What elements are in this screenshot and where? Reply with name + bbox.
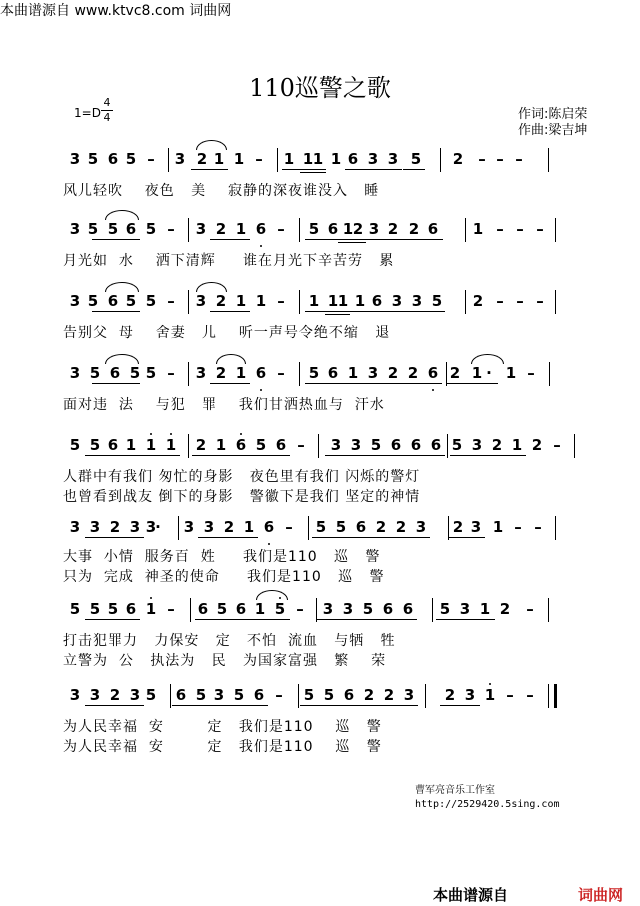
note: 5 <box>323 686 335 704</box>
beam-underline <box>450 455 526 456</box>
beam-underline <box>300 169 326 170</box>
note: 6 <box>175 686 187 704</box>
note: 5 <box>451 436 463 454</box>
note: 1 <box>505 364 517 382</box>
note: 6 <box>427 220 439 238</box>
note: – <box>297 436 305 454</box>
note: 1 <box>233 150 245 168</box>
note: 2 <box>375 518 387 536</box>
beam-underline <box>358 705 418 706</box>
beam-underline <box>378 619 417 620</box>
note: – <box>277 292 285 310</box>
note: – <box>516 292 524 310</box>
note: 2 <box>408 220 420 238</box>
lyric-line: 打击犯罪力 力保安 定 不怕 流血 与牺 牲 <box>63 633 396 649</box>
note: – <box>296 600 304 618</box>
beam-underline <box>325 314 350 315</box>
note: 2 <box>109 686 121 704</box>
note: 5 <box>145 686 157 704</box>
note: 3 <box>464 686 476 704</box>
high-octave-dot <box>240 433 242 435</box>
note: 5 <box>107 600 119 618</box>
note: 1 <box>165 436 177 454</box>
studio-url: http://2529420.5sing.com <box>415 799 560 810</box>
note: 1 <box>312 150 324 168</box>
barline <box>555 290 556 314</box>
note: 1 <box>472 220 484 238</box>
note: 3 <box>69 220 81 238</box>
note: – <box>496 150 504 168</box>
note: 1 <box>492 518 504 536</box>
note: 6 <box>255 364 267 382</box>
barline <box>188 434 189 458</box>
beam-underline <box>210 383 250 384</box>
note: 5 <box>362 600 374 618</box>
note: – <box>526 686 534 704</box>
lyric-line: 告别父 母 舍妻 儿 听一声号令绝不缩 退 <box>63 325 391 341</box>
note: 1 <box>215 436 227 454</box>
barline <box>170 684 171 708</box>
beam-underline <box>172 705 268 706</box>
note: 3 <box>459 600 471 618</box>
note: 6 <box>402 600 414 618</box>
note: 3 <box>330 436 342 454</box>
note: 6 <box>390 436 402 454</box>
note: – <box>167 364 175 382</box>
beam-underline <box>250 455 290 456</box>
note: – <box>167 292 175 310</box>
note: 1 <box>254 600 266 618</box>
beam-underline <box>350 311 445 312</box>
note: 6 <box>371 292 383 310</box>
beam-underline <box>385 455 445 456</box>
note: 3 <box>470 518 482 536</box>
note: 3 <box>367 150 379 168</box>
beam-underline <box>338 239 366 240</box>
note: 2 <box>499 600 511 618</box>
beam-underline <box>122 455 180 456</box>
note: 2 <box>215 364 227 382</box>
note: – <box>553 436 561 454</box>
note: 5 <box>335 518 347 536</box>
note: · <box>486 364 492 382</box>
note: 1 <box>235 364 247 382</box>
note: 3 <box>391 292 403 310</box>
composer-credit: 作曲:梁吉坤 <box>518 123 588 138</box>
beam-underline <box>338 242 366 243</box>
note: – <box>496 220 504 238</box>
lyric-line: 月光如 水 洒下清辉 谁在月光下辛苦劳 累 <box>63 253 395 269</box>
note: 1 <box>479 600 491 618</box>
note: – <box>277 220 285 238</box>
note: 6 <box>263 518 275 536</box>
note: 2 <box>215 220 227 238</box>
barline <box>574 434 575 458</box>
note: 6 <box>382 600 394 618</box>
note: 3 <box>471 436 483 454</box>
beam-underline <box>436 619 495 620</box>
beam-underline <box>325 455 385 456</box>
note: – <box>496 292 504 310</box>
note: 1 <box>347 364 359 382</box>
beam-underline <box>92 311 140 312</box>
note: – <box>536 292 544 310</box>
note: 5 <box>129 364 141 382</box>
note: 3 <box>69 686 81 704</box>
lyric-line: 也曾看到战友 倒下的身影 警徽下是我们 坚定的神情 <box>63 489 421 505</box>
note: 3 <box>129 686 141 704</box>
beam-underline <box>446 383 498 384</box>
note: – <box>516 220 524 238</box>
barline <box>299 290 300 314</box>
beam-underline <box>198 537 258 538</box>
time-signature-bottom: 4 <box>103 111 111 124</box>
note: 3 <box>195 292 207 310</box>
note: 5 <box>303 686 315 704</box>
note: · <box>155 518 161 536</box>
note: 5 <box>145 220 157 238</box>
beam-underline <box>345 169 402 170</box>
note: – <box>536 220 544 238</box>
barline <box>178 516 179 540</box>
note: 3 <box>89 518 101 536</box>
note: 1 <box>145 600 157 618</box>
note: 1 <box>327 292 339 310</box>
barline <box>277 148 278 172</box>
beam-underline <box>366 239 443 240</box>
note: – <box>277 364 285 382</box>
note: 2 <box>449 364 461 382</box>
note: 5 <box>308 364 320 382</box>
barline <box>299 362 300 386</box>
note: 6 <box>125 220 137 238</box>
note: 2 <box>352 220 364 238</box>
slur <box>196 140 227 150</box>
lyric-line: 为人民幸福 安 定 我们是110 巡 警 <box>63 719 382 735</box>
note: 3 <box>387 150 399 168</box>
barline <box>432 598 433 622</box>
barline <box>440 148 441 172</box>
note: 1 <box>283 150 295 168</box>
note: 6 <box>275 436 287 454</box>
beam-underline <box>390 537 430 538</box>
note: 3 <box>69 364 81 382</box>
lyric-line: 只为 完成 神圣的使命 我们是110 巡 警 <box>63 569 385 585</box>
note: 3 <box>69 150 81 168</box>
note: 1 <box>471 364 483 382</box>
beam-underline <box>325 311 350 312</box>
note: 3 <box>195 220 207 238</box>
note: 6 <box>197 600 209 618</box>
note: 5 <box>89 436 101 454</box>
note: 5 <box>195 686 207 704</box>
beam-underline <box>305 239 342 240</box>
note: 1 <box>308 292 320 310</box>
note: 3 <box>69 518 81 536</box>
note: 2 <box>215 292 227 310</box>
beam-underline <box>342 383 442 384</box>
note: 1 <box>511 436 523 454</box>
low-octave-dot <box>260 389 262 391</box>
high-octave-dot <box>489 683 491 685</box>
beam-underline <box>305 383 342 384</box>
lyric-line: 大事 小情 服务百 姓 我们是110 巡 警 <box>63 549 381 565</box>
note: 3 <box>411 292 423 310</box>
note: – <box>255 150 263 168</box>
note: 2 <box>452 518 464 536</box>
note: 6 <box>327 220 339 238</box>
song-title: 110巡警之歌 <box>249 74 391 102</box>
lyric-line: 面对违 法 与犯 罪 我们甘洒热血与 汗水 <box>63 397 385 413</box>
note: 6 <box>253 686 265 704</box>
lyric-line: 人群中有我们 匆忙的身影 夜色里有我们 闪烁的警灯 <box>63 469 421 485</box>
beam-underline <box>92 239 140 240</box>
beam-underline <box>403 169 425 170</box>
note: – <box>167 600 175 618</box>
low-octave-dot <box>260 245 262 247</box>
note: – <box>506 686 514 704</box>
lyric-line: 风儿轻吹 夜色 美 寂静的深夜谁没入 睡 <box>63 183 380 199</box>
barline <box>318 434 319 458</box>
note: 2 <box>491 436 503 454</box>
beam-underline <box>317 619 378 620</box>
note: 5 <box>87 150 99 168</box>
note: 3 <box>213 686 225 704</box>
note: 2 <box>223 518 235 536</box>
beam-underline <box>449 537 485 538</box>
note: 5 <box>89 364 101 382</box>
note: 2 <box>195 436 207 454</box>
note: – <box>285 518 293 536</box>
barline <box>308 516 309 540</box>
note: 5 <box>145 292 157 310</box>
beam-underline <box>92 383 140 384</box>
note: 5 <box>431 292 443 310</box>
note: – <box>527 364 535 382</box>
barline <box>555 218 556 242</box>
note: 5 <box>125 150 137 168</box>
lyric-line: 立警为 公 执法为 民 为国家富强 繁 荣 <box>63 653 387 669</box>
note: 5 <box>69 600 81 618</box>
note: 6 <box>327 364 339 382</box>
note: 3 <box>350 436 362 454</box>
note: 1 <box>302 150 314 168</box>
note: 5 <box>255 436 267 454</box>
note: 3 <box>129 518 141 536</box>
barline <box>188 218 189 242</box>
beam-underline <box>350 537 390 538</box>
beam-underline <box>210 311 250 312</box>
brand-text: 本曲谱源自 <box>433 886 509 904</box>
barline <box>555 516 556 540</box>
beam-underline <box>122 619 140 620</box>
low-octave-dot <box>432 389 434 391</box>
note: 1 <box>235 220 247 238</box>
low-octave-dot <box>268 543 270 545</box>
barline <box>425 684 426 708</box>
key-signature: 1=D <box>74 106 101 120</box>
note: 1 <box>330 150 342 168</box>
note: 5 <box>315 518 327 536</box>
barline <box>190 598 191 622</box>
note: 1 <box>354 292 366 310</box>
note: 1 <box>125 436 137 454</box>
watermark-text: 本曲谱源自 www.ktvc8.com 词曲网 <box>0 3 232 19</box>
note: 2 <box>387 364 399 382</box>
note: 2 <box>363 686 375 704</box>
note: 2 <box>383 686 395 704</box>
beam-underline <box>191 169 228 170</box>
note: 2 <box>407 364 419 382</box>
note: 3 <box>368 220 380 238</box>
note: 2 <box>387 220 399 238</box>
note: 6 <box>427 364 439 382</box>
beam-underline <box>305 311 325 312</box>
note: 6 <box>255 220 267 238</box>
note: 6 <box>235 600 247 618</box>
barline <box>548 148 549 172</box>
note: 1 <box>337 292 349 310</box>
barline <box>549 362 550 386</box>
note: 1 <box>145 436 157 454</box>
note: 1 <box>235 292 247 310</box>
note: – <box>147 150 155 168</box>
barline <box>447 434 448 458</box>
note: 3 <box>195 364 207 382</box>
note: 5 <box>145 364 157 382</box>
high-octave-dot <box>150 433 152 435</box>
note: 5 <box>410 150 422 168</box>
note: – <box>167 220 175 238</box>
note: 2 <box>196 150 208 168</box>
note: 5 <box>274 600 286 618</box>
note: 6 <box>125 600 137 618</box>
beam-underline <box>192 455 250 456</box>
high-octave-dot <box>170 433 172 435</box>
note: 3 <box>69 292 81 310</box>
note: 3 <box>183 518 195 536</box>
note: 5 <box>107 220 119 238</box>
barline <box>298 684 299 708</box>
beam-underline <box>195 619 230 620</box>
time-signature-top: 4 <box>103 96 111 109</box>
note: 3 <box>403 686 415 704</box>
note: 3 <box>342 600 354 618</box>
note: 2 <box>109 518 121 536</box>
note: 6 <box>109 364 121 382</box>
note: 5 <box>87 292 99 310</box>
beam-underline <box>440 705 480 706</box>
beam-underline <box>300 705 358 706</box>
note: 6 <box>347 150 359 168</box>
note: 5 <box>125 292 137 310</box>
note: 5 <box>87 220 99 238</box>
lyric-line: 为人民幸福 安 定 我们是110 巡 警 <box>63 739 382 755</box>
note: 2 <box>452 150 464 168</box>
note: 3 <box>322 600 334 618</box>
high-octave-dot <box>150 597 152 599</box>
note: 6 <box>410 436 422 454</box>
note: 5 <box>370 436 382 454</box>
note: 6 <box>355 518 367 536</box>
note: – <box>515 150 523 168</box>
note: 1 <box>255 292 267 310</box>
barline <box>548 598 549 622</box>
note: 5 <box>233 686 245 704</box>
studio-credit: 曹军亮音乐工作室 <box>415 785 495 796</box>
beam-underline <box>312 537 350 538</box>
note: 5 <box>89 600 101 618</box>
note: – <box>478 150 486 168</box>
barline <box>465 290 466 314</box>
note: 3 <box>89 686 101 704</box>
beam-underline <box>85 619 122 620</box>
note: 5 <box>216 600 228 618</box>
note: 3 <box>203 518 215 536</box>
beam-underline <box>210 239 250 240</box>
note: 2 <box>444 686 456 704</box>
note: – <box>275 686 283 704</box>
beam-underline <box>230 619 290 620</box>
note: 6 <box>343 686 355 704</box>
note: 1 <box>213 150 225 168</box>
note: 5 <box>69 436 81 454</box>
brand-logo-text: 词曲网 <box>578 886 624 904</box>
note: – <box>526 600 534 618</box>
note: 1 <box>243 518 255 536</box>
note: 5 <box>439 600 451 618</box>
beam-underline <box>85 455 122 456</box>
note: 6 <box>235 436 247 454</box>
note: 3 <box>367 364 379 382</box>
note: 6 <box>107 150 119 168</box>
note: 2 <box>395 518 407 536</box>
barline <box>299 218 300 242</box>
barline <box>168 148 169 172</box>
lyricist-credit: 作词:陈启荣 <box>518 107 588 122</box>
note: – <box>534 518 542 536</box>
barline <box>465 218 466 242</box>
note: 6 <box>107 436 119 454</box>
final-barline <box>554 684 557 708</box>
note: 2 <box>531 436 543 454</box>
note: 6 <box>107 292 119 310</box>
beam-underline <box>85 537 144 538</box>
note: – <box>514 518 522 536</box>
barline <box>188 362 189 386</box>
barline <box>548 684 549 708</box>
note: 5 <box>308 220 320 238</box>
note: 3 <box>145 518 157 536</box>
note: 6 <box>430 436 442 454</box>
barline <box>188 290 189 314</box>
beam-underline <box>300 172 326 173</box>
note: 3 <box>174 150 186 168</box>
note: 3 <box>415 518 427 536</box>
beam-underline <box>282 169 300 170</box>
beam-underline <box>85 705 144 706</box>
note: 1 <box>342 220 354 238</box>
note: 1 <box>484 686 496 704</box>
note: 2 <box>472 292 484 310</box>
